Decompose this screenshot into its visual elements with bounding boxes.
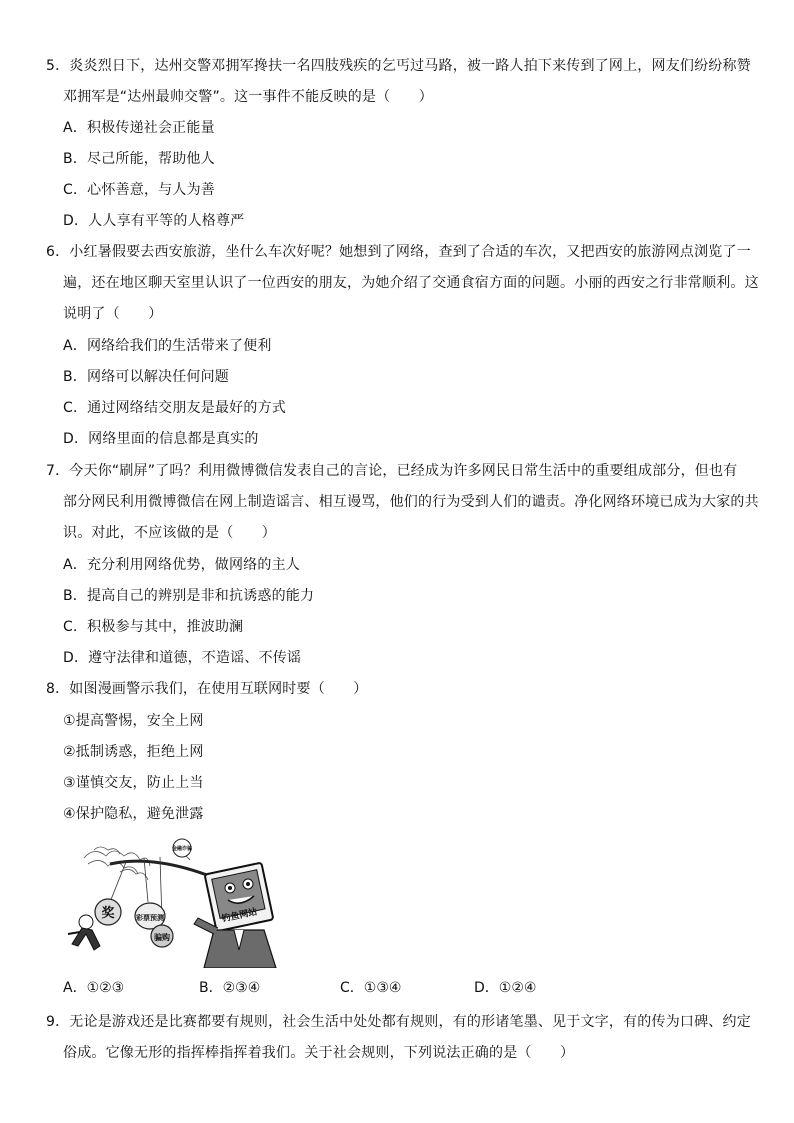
fishing-line-2: [144, 858, 148, 902]
bait-scam-label: 骗购: [154, 933, 170, 942]
q7-option-b: B．提高自己的辨别是非和抗诱惑的能力: [63, 588, 315, 604]
q6-stem-line-2: 遍，还在地区聊天室里认识了一位西安的朋友，为她介绍了交通食宿方面的问题。小丽的西安之行非常顺利。这: [63, 275, 759, 291]
lured-person: [68, 915, 100, 950]
q7-stem-line-3: 识。对此，不应该做的是（ ）: [63, 525, 276, 541]
q9-stem-line-2: 俗成。它像无形的指挥棒指挥着我们。关于社会规则，下列说法正确的是（ ）: [63, 1045, 575, 1061]
bait-finance-fraud-label: 金融诈骗: [171, 846, 193, 852]
q8-option-c: C．①③④: [340, 980, 402, 996]
q6-stem-line-1: 6．小红暑假要去西安旅游，坐什么车次好呢？她想到了网络，查到了合适的车次，又把西安的旅游网点浏览了一: [46, 244, 751, 260]
q8-item-2: ②抵制诱惑，拒绝上网: [63, 744, 204, 760]
q7-option-d: D．遵守法律和道德，不造谣、不传谣: [63, 650, 302, 666]
bait-prize: [95, 899, 121, 925]
q6-stem-line-3: 说明了（ ）: [63, 306, 163, 322]
q9-stem-line-1: 9．无论是游戏还是比赛都要有规则，社会生活中处处都有规则，有的形诸笔墨、见于文字，有的传为口碑、约定: [46, 1014, 751, 1030]
q8-option-b: B．②③④: [199, 980, 261, 996]
fishing-line-1: [110, 862, 126, 902]
q8-option-d: D．①②④: [474, 980, 537, 996]
q7-option-c: C．积极参与其中，推波助澜: [63, 619, 244, 635]
q6-option-a: A．网络给我们的生活带来了便利: [63, 338, 272, 354]
q8-option-a: A．①②③: [63, 980, 125, 996]
q5-stem-line-2: 邓拥军是“达州最帅交警”。这一事件不能反映的是（ ）: [63, 89, 433, 105]
q7-stem-line-1: 7．今天你“刷屏”了吗？利用微博微信发表自己的言论，已经成为许多网民日常生活中的重要组成部分，但也有: [46, 463, 738, 479]
q8-stem: 8．如图漫画警示我们，在使用互联网时要（ ）: [46, 681, 368, 697]
q6-option-d: D．网络里面的信息都是真实的: [63, 431, 259, 447]
bait-finance-fraud: [172, 839, 192, 857]
q6-option-c: C．通过网络结交朋友是最好的方式: [63, 400, 286, 416]
q7-option-a: A．充分利用网络优势，做网络的主人: [63, 557, 300, 573]
q5-stem-line-1: 5．炎炎烈日下，达州交警邓拥军搀扶一名四肢残疾的乞丐过马路，被一路人拍下来传到了网上，网友们纷纷称赞: [46, 58, 751, 74]
monitor-label: 钓鱼网站: [220, 907, 259, 925]
q5-option-b: B．尽己所能，帮助他人: [63, 151, 215, 167]
q8-item-4: ④保护隐私，避免泄露: [63, 806, 204, 822]
bait-scam: [151, 925, 173, 947]
q8-item-3: ③谨慎交友，防止上当: [63, 775, 204, 791]
bait-prize-label: 奖: [101, 906, 115, 921]
q8-item-1: ①提高警惕，安全上网: [63, 713, 204, 729]
phishing-cartoon-illustration: [64, 838, 286, 968]
q5-option-a: A．积极传递社会正能量: [63, 120, 215, 136]
q5-option-d: D．人人享有平等的人格尊严: [63, 213, 245, 229]
q5-option-c: C．心怀善意，与人为善: [63, 182, 215, 198]
q7-stem-line-2: 部分网民利用微博微信在网上制造谣言、相互谩骂，他们的行为受到人们的谴责。净化网络环境已成为大家的共: [63, 494, 759, 510]
q6-option-b: B．网络可以解决任何问题: [63, 369, 230, 385]
bait-lottery-label: 彩票预测: [136, 914, 164, 922]
monitor-fisherman: [194, 863, 276, 968]
